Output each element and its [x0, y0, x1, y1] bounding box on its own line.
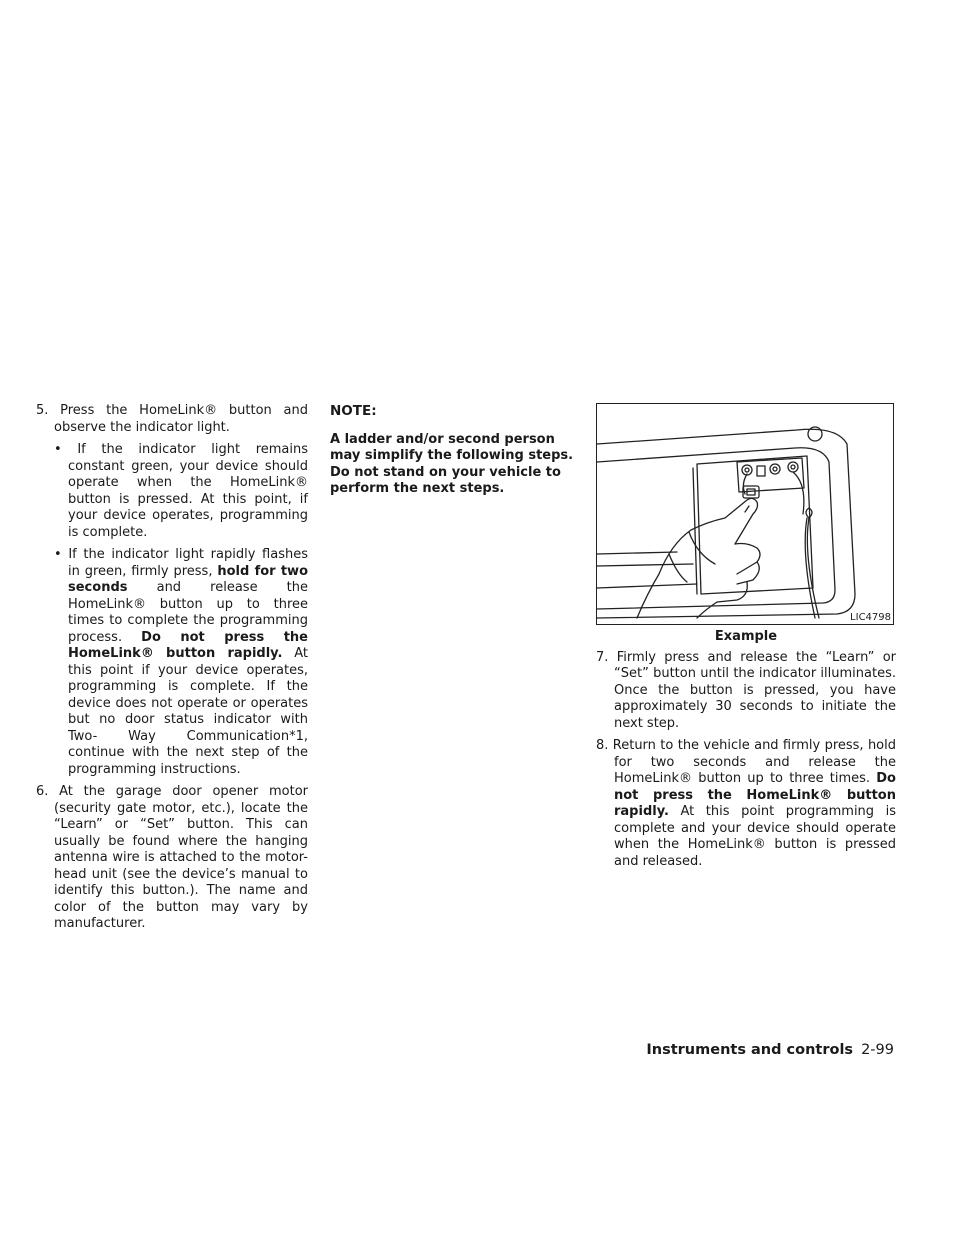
step-8-bold-warning: Do not press the HomeLink® button rapidly.: [614, 771, 896, 819]
step-8-text: 8. Return to the vehicle and firmly press, hold for two seconds and release the HomeLink® button up to three times.: [596, 738, 896, 786]
step-5-bullet-constant: • If the indicator light remains constant green, your device should operate when the HomeLink® button is pressed. At this point, if your device operates, programming is complete.: [54, 442, 308, 540]
left-column: [36, 403, 308, 939]
step-5: 5. Press the HomeLink® button and observe the indicator light.: [36, 403, 308, 435]
bullet-bold-warning: Do not press the HomeLink® button rapidly.: [68, 629, 308, 661]
bullet-text: At this point if your device operates, programming is complete. If the device does not operate or operates but no door status indicator with Two- Way Communication*1, continue with the next step of the programming instructions.: [68, 646, 308, 777]
middle-column: [330, 403, 576, 498]
step-5-bullet-flashing: [36, 547, 308, 778]
page-footer: [646, 1042, 894, 1058]
bullet-text: • If the indicator light rapidly flashes in green, firmly press,: [54, 547, 308, 579]
figure-caption: Example: [714, 629, 778, 644]
note-text: A ladder and/or second person may simplify the following steps. Do not stand on your vehicle to perform the next steps.: [330, 431, 574, 496]
step-8: [596, 738, 896, 870]
step-8-text: At this point programming is complete and your device should operate when the HomeLink® button is pressed and released.: [614, 804, 896, 869]
page-number: 2-99: [861, 1042, 894, 1058]
garage-opener-illustration: [596, 403, 894, 625]
hand-pressing-learn-button-illustration: [597, 404, 893, 624]
bullet-bold-hold: hold for two seconds: [68, 563, 309, 595]
right-column: [596, 403, 896, 876]
figure-code: LIC4798: [850, 612, 891, 623]
step-7: 7. Firmly press and release the “Learn” or “Set” button until the indicator illuminates. Once the button is pressed, you have approximately 30 seconds to initiate the next step.: [596, 649, 896, 731]
section-title: Instruments and controls: [646, 1042, 854, 1058]
note-heading: NOTE:: [330, 403, 377, 419]
bullet-text: and release the HomeLink® button up to three times to complete the programming process.: [68, 580, 308, 645]
step-6: 6. At the garage door opener motor (security gate motor, etc.), locate the “Learn” or “Set” button. This can usually be found where the hanging antenna wire is attached to the motor-head unit (see the device’s manual to identify this button.). The name and color of the button may vary by manufacturer.: [36, 784, 308, 931]
